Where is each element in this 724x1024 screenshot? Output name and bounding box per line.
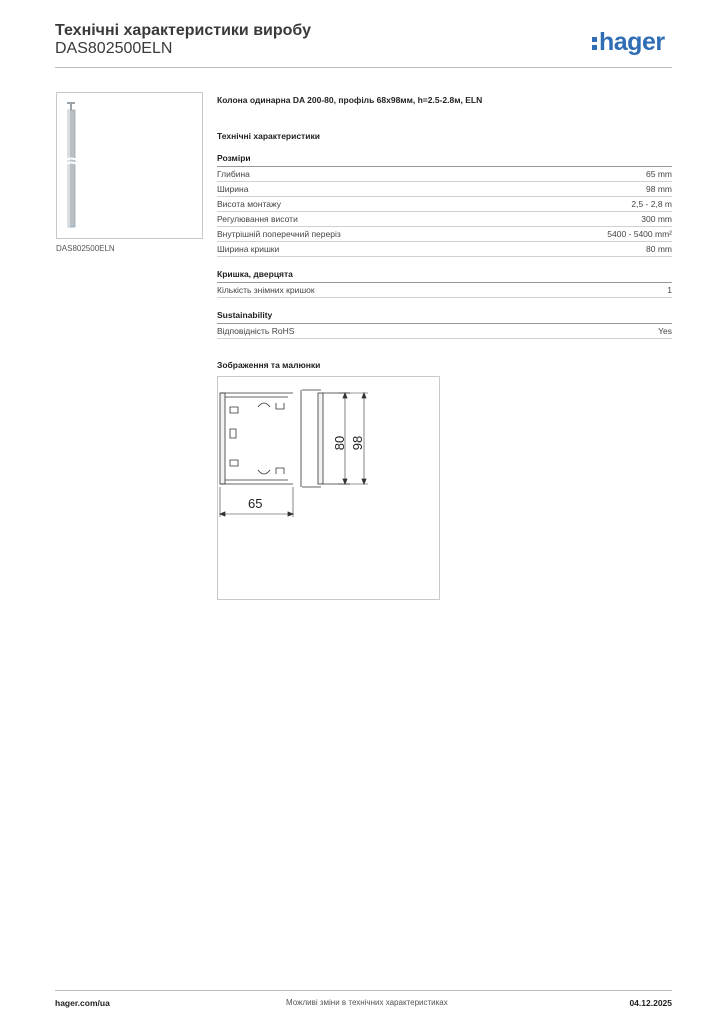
spec-label: Внутрішній поперечний переріз — [217, 229, 341, 239]
spec-group-dimensions — [217, 153, 672, 257]
spec-group-title: Розміри — [217, 153, 672, 167]
dim-width-label: 98 — [350, 435, 365, 451]
spec-label: Висота монтажу — [217, 199, 282, 209]
spec-row — [217, 324, 672, 339]
spec-label: Глибина — [217, 169, 250, 179]
dim-depth-label: 65 — [248, 496, 263, 511]
spec-value: 5400 - 5400 mm² — [607, 229, 672, 239]
spec-row — [217, 197, 672, 212]
footer-date: 04.12.2025 — [629, 998, 672, 1008]
product-image-caption: DAS802500ELN — [56, 244, 115, 253]
spec-label: Регулювання висоти — [217, 214, 298, 224]
spec-content — [217, 95, 672, 370]
spec-row — [217, 167, 672, 182]
spec-label: Відповідність RoHS — [217, 326, 295, 336]
hager-logo — [592, 28, 665, 57]
footer-note: Можливі зміни в технічних характеристиках — [286, 998, 448, 1007]
footer-website: hager.com/ua — [55, 998, 110, 1008]
drawings-title: Зображення та малюнки — [217, 360, 321, 370]
spec-row — [217, 283, 672, 298]
spec-label: Ширина кришки — [217, 244, 280, 254]
header-divider — [55, 67, 672, 68]
product-code: DAS802500ELN — [55, 40, 173, 57]
footer-divider — [55, 990, 672, 991]
product-description: Колона одинарна DA 200-80, профіль 68x98мм, h=2.5-2.8м, ELN — [217, 95, 483, 105]
specs-title: Технічні характеристики — [217, 131, 320, 141]
spec-label: Кількість знімних кришок — [217, 285, 315, 295]
spec-value: 2,5 - 2,8 m — [631, 199, 672, 209]
page-title: Технічні характеристики виробу — [55, 22, 311, 39]
spec-row — [217, 182, 672, 197]
product-image — [56, 92, 203, 239]
spec-group-cover — [217, 269, 672, 298]
spec-value: Yes — [658, 326, 672, 336]
spec-row — [217, 227, 672, 242]
spec-group-title: Sustainability — [217, 310, 672, 324]
spec-value: 98 mm — [646, 184, 672, 194]
logo-text: hager — [599, 28, 665, 56]
spec-row — [217, 242, 672, 257]
spec-group-title: Кришка, дверцята — [217, 269, 672, 283]
logo-dots-icon — [592, 34, 597, 53]
technical-drawing — [217, 376, 440, 600]
dim-cover-label: 80 — [332, 435, 347, 451]
spec-value: 65 mm — [646, 169, 672, 179]
spec-value: 1 — [667, 285, 672, 295]
spec-value: 80 mm — [646, 244, 672, 254]
spec-group-sustainability — [217, 310, 672, 339]
spec-label: Ширина — [217, 184, 249, 194]
spec-row — [217, 212, 672, 227]
profile-section-drawing — [218, 377, 439, 599]
spec-value: 300 mm — [641, 214, 672, 224]
column-product-icon — [57, 93, 202, 238]
